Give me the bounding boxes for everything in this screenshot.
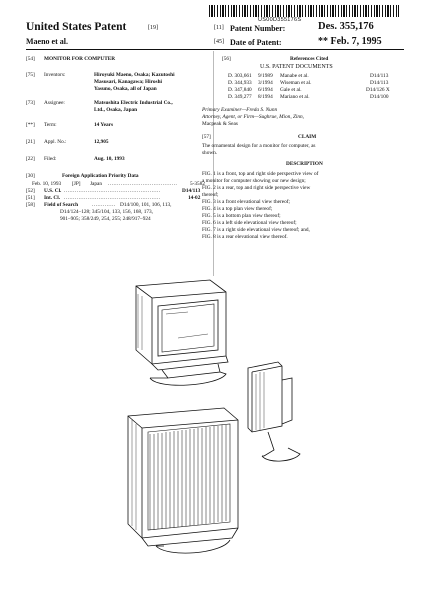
ref-number: D. 303,661 — [228, 73, 252, 79]
barcode — [209, 5, 399, 17]
assignee-label: Assignee: — [44, 100, 65, 106]
field-search-line: 901–905; 358/249, 254, 255; 248/917–924 — [60, 216, 151, 222]
monitor-front-perspective-drawing — [128, 278, 238, 398]
inventor-short: Maeno et al. — [26, 37, 68, 46]
us-cl-value: D14/113 — [182, 188, 201, 194]
barcode-number: US00D355176S — [258, 17, 302, 23]
title-code: [19] — [148, 25, 158, 31]
appl-code: [21] — [26, 139, 35, 145]
description-line: FIG. 7 is a right side elevational view thereof; and, — [202, 227, 310, 233]
filed-label: Filed: — [44, 156, 57, 162]
ref-class: D14/100 — [370, 94, 389, 100]
date-of-patent-label: Date of Patent: — [230, 38, 282, 47]
dot-leader: ...................................... — [108, 181, 178, 187]
field-search-line: D14/124–128; 345/104, 133, 156, 168, 173, — [60, 209, 153, 215]
term-value: 14 Years — [94, 122, 114, 128]
description-line: FIG. 8 is a rear elevational view thereof. — [202, 234, 288, 240]
ref-date: 6/1994 — [258, 87, 273, 93]
attorney-firm: Macpeak & Seas — [202, 121, 238, 127]
refs-code: [56] — [222, 56, 231, 62]
int-cl-code: [51] — [26, 195, 35, 201]
int-cl-value: 14-02 — [188, 195, 201, 201]
description-heading: DESCRIPTION — [286, 161, 323, 167]
claim-text: The ornamental design for a monitor for computer, as — [202, 143, 316, 149]
assignee-code: [73] — [26, 100, 35, 106]
column-divider — [213, 51, 214, 276]
filed-code: [22] — [26, 156, 35, 162]
header-divider — [26, 49, 404, 50]
ref-class: D14/113 — [370, 73, 389, 79]
inventors-line: Yasuno, Osaka, all of Japan — [94, 86, 157, 92]
inventors-code: [75] — [26, 72, 35, 78]
description-line: FIG. 1 is a front, top and right side perspective view of — [202, 171, 319, 177]
ref-number: D. 347,840 — [228, 87, 252, 93]
description-line: FIG. 2 is a rear, top and right side perspective view — [202, 185, 311, 191]
date-of-patent-value: ** Feb. 7, 1995 — [318, 36, 382, 47]
description-line: thereof; — [202, 192, 219, 198]
primary-examiner: Primary Examiner—Freda S. Nunn — [202, 107, 278, 113]
description-line: FIG. 4 is a top plan view thereof; — [202, 206, 273, 212]
term-label: Term: — [44, 122, 57, 128]
description-line: a monitor for computer showing our new design; — [202, 178, 306, 184]
attorney-agent: Attorney, Agent, or Firm—Sughrue, Mion, Zinn, — [202, 114, 305, 120]
claim-text: shown. — [202, 150, 218, 156]
ref-date: 3/1994 — [258, 80, 273, 86]
appl-value: 12,905 — [94, 139, 109, 145]
ref-date: 8/1994 — [258, 94, 273, 100]
field-search-label: Field of Search — [44, 202, 79, 208]
appl-label: Appl. No.: — [44, 139, 67, 145]
foreign-code: [30] — [26, 173, 35, 179]
design-title: MONITOR FOR COMPUTER — [44, 56, 116, 62]
claim-code: [57] — [202, 134, 211, 140]
references-cited-heading: References Cited — [290, 56, 329, 62]
foreign-country: Japan — [90, 181, 103, 187]
description-line: FIG. 6 is a left side elevational view thereof; — [202, 220, 297, 226]
patent-number-value: Des. 355,176 — [318, 21, 374, 32]
foreign-heading: Foreign Application Priority Data — [62, 173, 139, 179]
ref-number: D. 349,277 — [228, 94, 252, 100]
monitor-rear-perspective-drawing — [112, 400, 252, 560]
us-cl-label: U.S. Cl. — [44, 188, 62, 194]
ref-name: Gale et al. — [280, 87, 302, 93]
ref-number: D. 344,933 — [228, 80, 252, 86]
description-line: FIG. 5 is a bottom plan view thereof; — [202, 213, 281, 219]
assignee-line: Matsushita Electric Industrial Co., — [94, 100, 173, 106]
dot-leader: ............. — [92, 202, 116, 208]
ref-name: Wiseman et al. — [280, 80, 312, 86]
patent-office-title: United States Patent — [26, 21, 127, 33]
date-code: [45] — [214, 39, 224, 45]
foreign-number: 5-3582 — [190, 181, 206, 187]
int-cl-label: Int. Cl. — [44, 195, 61, 201]
ref-name: Mariano et al. — [280, 94, 310, 100]
ref-class: D14/126 X — [366, 87, 390, 93]
us-patent-documents-heading: U.S. PATENT DOCUMENTS — [260, 64, 333, 70]
filed-value: Aug. 10, 1993 — [94, 156, 125, 162]
inventors-label: Inventors: — [44, 72, 66, 78]
dot-leader: ..................................................... — [64, 188, 161, 194]
term-code: [**] — [26, 122, 35, 128]
inventors-line: Masusari, Kanagawa; Hiroshi — [94, 79, 163, 85]
patent-number-code: [11] — [214, 25, 224, 31]
patent-number-label: Patent Number: — [230, 24, 286, 33]
field-search-code: [58] — [26, 202, 35, 208]
foreign-country-code: [JP] — [72, 181, 81, 187]
inventors-line: Hiroyuki Maeno, Osaka; Kazutoshi — [94, 72, 175, 78]
ref-date: 9/1989 — [258, 73, 273, 79]
foreign-date: Feb. 10, 1993 — [32, 181, 62, 187]
title-code-54: [54] — [26, 56, 35, 62]
claim-heading: CLAIM — [298, 134, 317, 140]
description-line: FIG. 3 is a front elevational view thereof; — [202, 199, 290, 205]
dot-leader: ..................................................... — [64, 195, 161, 201]
field-search-line: D14/100, 101, 106, 113, — [120, 202, 172, 208]
assignee-line: Ltd., Osaka, Japan — [94, 107, 138, 113]
us-cl-code: [52] — [26, 188, 35, 194]
ref-name: Manabe et al. — [280, 73, 309, 79]
ref-class: D14/113 — [370, 80, 389, 86]
